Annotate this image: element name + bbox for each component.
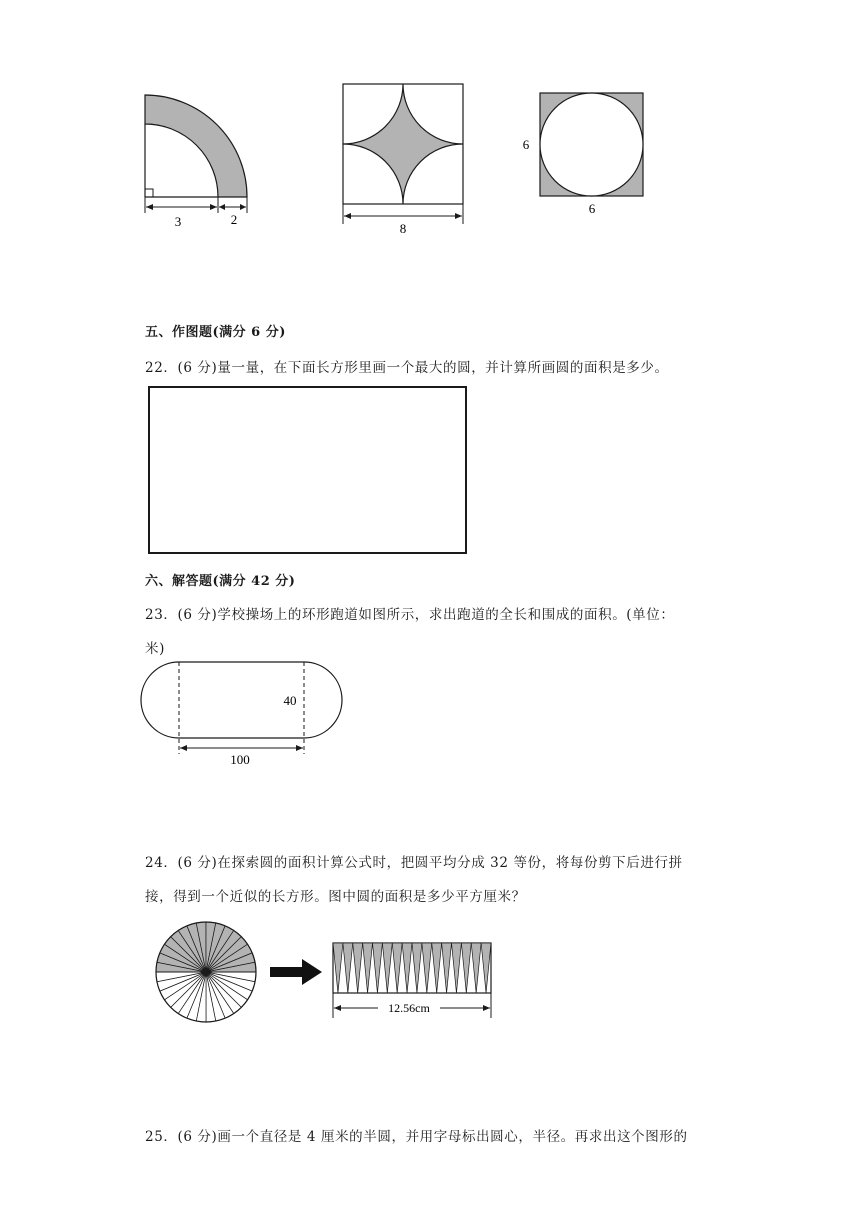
q25-text-line1: 25．(6 分)画一个直径是 4 厘米的半圆，并用字母标出圆心，半径。再求出这个图形的 xyxy=(145,1129,688,1145)
square-star-figure xyxy=(335,78,475,238)
q23-text-line2: 米) xyxy=(145,641,165,657)
label-inner-radius: 3 xyxy=(174,214,182,229)
label-ring-width: 2 xyxy=(230,212,238,227)
label-track-length: 100 xyxy=(230,752,250,767)
square-circle-figure xyxy=(515,88,655,223)
right-arrow-icon xyxy=(268,958,324,986)
approx-rectangle-figure xyxy=(328,938,498,1022)
q24-text-line2: 接，得到一个近似的长方形。图中圆的面积是多少平方厘米？ xyxy=(145,889,526,905)
label-side-left: 6 xyxy=(522,137,530,152)
section6-heading: 六、解答题(满分 42 分) xyxy=(145,574,296,589)
divided-circle-figure xyxy=(152,918,260,1026)
q24-text-line1: 24．(6 分)在探索圆的面积计算公式时，把圆平均分成 32 等份，将每份剪下后进行拼 xyxy=(145,855,683,871)
q23-text-line1: 23．(6 分)学校操场上的环形跑道如图所示，求出跑道的全长和围成的面积。(单位： xyxy=(145,607,675,623)
quarter-ring-figure xyxy=(130,85,260,235)
label-rect-length: 12.56cm xyxy=(388,1001,430,1015)
q22-text: 22．(6 分)量一量，在下面长方形里画一个最大的圆，并计算所画圆的面积是多少。 xyxy=(145,360,669,376)
label-side-bottom: 6 xyxy=(588,201,596,216)
label-square-side: 8 xyxy=(399,221,407,236)
q22-rectangle[interactable] xyxy=(148,386,467,554)
section5-heading: 五、作图题(满分 6 分) xyxy=(145,325,286,340)
label-track-height: 40 xyxy=(283,693,297,708)
running-track-figure xyxy=(140,658,345,770)
